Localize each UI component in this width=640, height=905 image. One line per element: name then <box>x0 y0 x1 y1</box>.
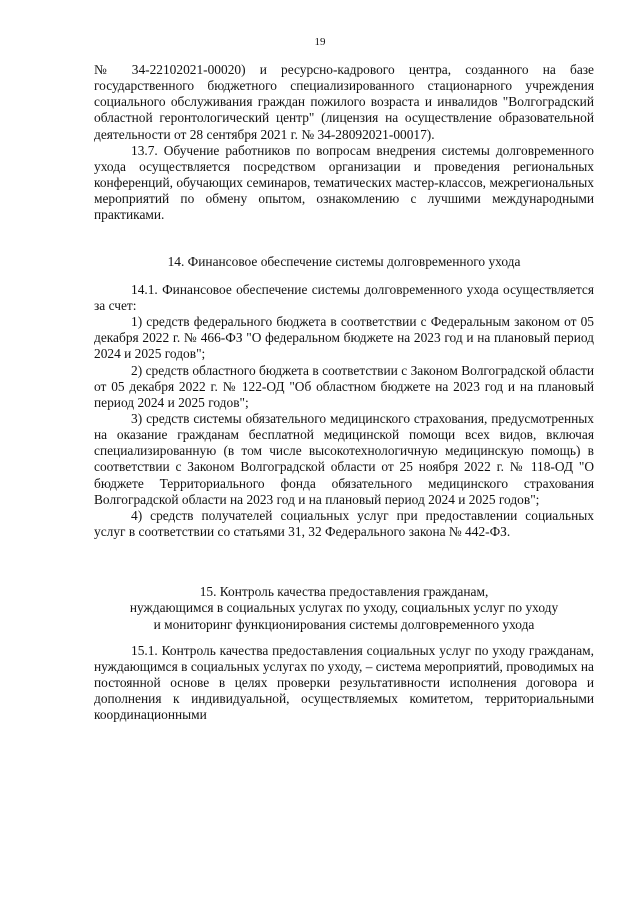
list-item-recipients-funds: 4) средств получателей социальных услуг при предоставлении социальных услуг в соответствии со статьями 31, 32 Федерального закона № 442-ФЗ. <box>94 507 594 540</box>
page-number: 19 <box>314 36 326 48</box>
list-item-federal-budget: 1) средств федерального бюджета в соответствии с Федеральным законом от 05 декабря 2022 г. № 466-ФЗ "О федеральном бюджете на 2023 год и на плановый период 2024 и 2025 годов"; <box>94 314 594 362</box>
paragraph-license-continuation: № 34-22102021-00020) и ресурсно-кадрового центра, созданного на базе государственного бюджетного специализированного стационарного учреждения социального обслуживания граждан пожилого возраста и инвалидов "Волгоградский областной геронтологический центр" (лицензия на осуществление образовательной деятельности от 28 сентября 2021 г. № 34-28092021-00017). <box>94 62 594 142</box>
paragraph-13-7: 13.7. Обучение работников по вопросам внедрения системы долговременного ухода осуществляется посредством организации и проведения региональных конференций, обучающих семинаров, тематических мастер-классов, межрегиональных мероприятий по обмену опытом, ознакомлению с лучшими международными практиками. <box>94 142 594 223</box>
list-item-regional-budget: 2) средств областного бюджета в соответствии с Законом Волгоградской области от 05 декабря 2022 г. № 122-ОД "Об областном бюджете на 2023 год и на плановый период 2024 и 2025 годов"; <box>94 362 594 410</box>
document-body <box>94 62 594 723</box>
paragraph-15-1: 15.1. Контроль качества предоставления социальных услуг по уходу гражданам, нуждающимся в социальных услугах по уходу, – система мероприятий, проводимых на постоянной основе в целях проверки результативности исполнения договора и дополнения к индивидуальной, осуществляемых комитетом, территориальными координационными <box>94 642 594 723</box>
section-15-heading-line-1: 15. Контроль качества предоставления гражданам, <box>199 584 489 600</box>
list-item-medical-insurance: 3) средств системы обязательного медицинского страхования, предусмотренных на оказание гражданам бесплатной медицинской помощи всех видов, включая специализированную (в том числе высокотехнологичную медицинскую помощь) в соответствии с Законом Волгоградской области от 25 ноября 2022 г. № 118-ОД "О бюджете Территориального фонда обязательного медицинского страхования Волгоградской области на 2023 год и на плановый период 2024 и 2025 годов"; <box>94 410 594 507</box>
section-15-heading-line-3: и мониторинг функционирования системы долговременного ухода <box>153 616 535 632</box>
section-14-heading: 14. Финансовое обеспечение системы долговременного ухода <box>167 253 521 269</box>
section-15-heading-line-2: нуждающимся в социальных услугах по уходу, социальных услуг по уходу <box>129 600 559 616</box>
paragraph-14-1: 14.1. Финансовое обеспечение системы долговременного ухода осуществляется за счет: <box>94 281 594 313</box>
